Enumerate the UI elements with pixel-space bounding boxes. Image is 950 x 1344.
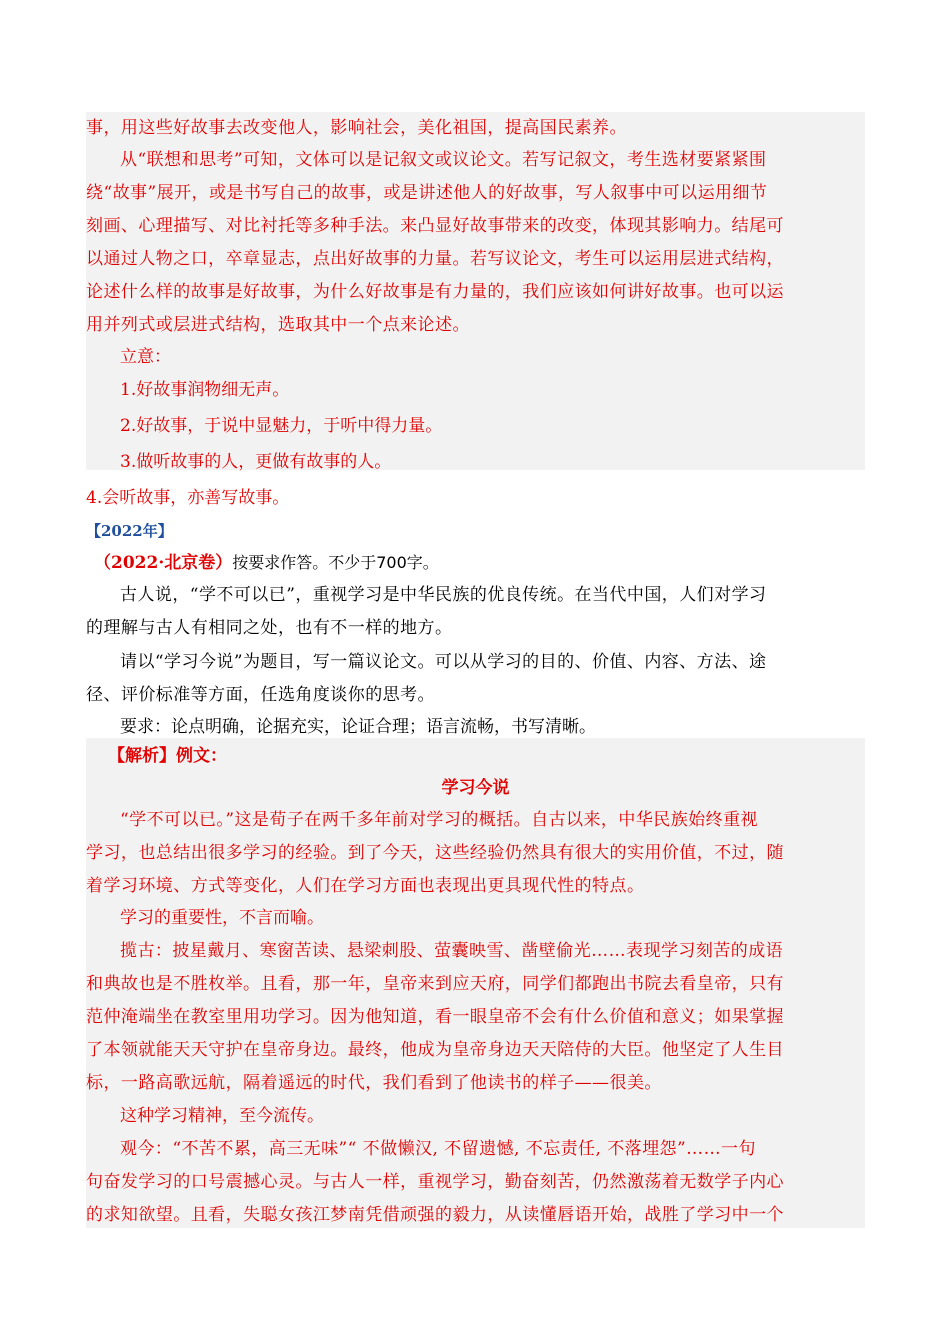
example-label: 例文： xyxy=(176,746,227,766)
text-line: 论述什么样的故事是好故事，为什么好故事是有力量的，我们应该如何讲好故事。也可以运 xyxy=(86,282,784,302)
theme-item: 1.好故事润物细无声。 xyxy=(120,380,290,400)
analysis-heading xyxy=(108,744,887,768)
theme-item: 4.会听故事，亦善写故事。 xyxy=(86,488,290,508)
analysis-label: 【解析】 xyxy=(108,746,176,766)
essay-line: 学习，也总结出很多学习的经验。到了今天，这些经验仍然具有很大的实用价值，不过，随 xyxy=(86,843,784,863)
year-header: 【2022年】 xyxy=(86,522,173,540)
essay-title: 学习今说 xyxy=(441,778,510,798)
question-paragraph: 的理解与古人有相同之处，也有不一样的地方。 xyxy=(86,618,453,638)
essay-line: 揽古：披星戴月、寒窗苦读、悬梁刺股、萤囊映雪、凿壁偷光……表现学习刻苦的成语 xyxy=(120,941,784,961)
text-line: 从“联想和思考”可知，文体可以是记叙文或议论文。若写记叙文，考生选材要紧紧围 xyxy=(120,150,767,170)
question-source: （2022·北京卷） xyxy=(94,553,233,573)
theme-item: 3.做听故事的人，更做有故事的人。 xyxy=(120,452,392,472)
essay-line: 的求知欲望。且看，失聪女孩江梦南凭借顽强的毅力，从读懂唇语开始，战胜了学习中一个 xyxy=(86,1205,784,1225)
theme-label: 立意： xyxy=(120,347,171,367)
question-paragraph: 古人说，“学不可以已”，重视学习是中华民族的优良传统。在当代中国，人们对学习 xyxy=(120,585,767,605)
question-paragraph: 要求：论点明确，论据充实，论证合理；语言流畅，书写清晰。 xyxy=(120,717,596,737)
essay-line: 着学习环境、方式等变化，人们在学习方面也表现出更具现代性的特点。 xyxy=(86,876,645,896)
question-paragraph: 请以“学习今说”为题目，写一篇议论文。可以从学习的目的、价值、内容、方法、途 xyxy=(120,652,767,672)
question-paragraph: 径、评价标准等方面，任选角度谈你的思考。 xyxy=(86,685,435,705)
text-line: 用并列式或层进式结构，选取其中一个点来论述。 xyxy=(86,315,470,335)
question-heading xyxy=(94,551,873,575)
question-instruction: 按要求作答。不少于700字。 xyxy=(232,553,439,572)
theme-item: 2.好故事，于说中显魅力，于听中得力量。 xyxy=(120,416,443,436)
text-line: 事，用这些好故事去改变他人，影响社会，美化祖国，提高国民素养。 xyxy=(86,118,627,138)
essay-line: 标，一路高歌远航，隔着遥远的时代，我们看到了他读书的样子——很美。 xyxy=(86,1073,662,1093)
essay-line: “学不可以已。”这是荀子在两千多年前对学习的概括。自古以来，中华民族始终重视 xyxy=(120,810,758,830)
essay-line: 学习的重要性，不言而喻。 xyxy=(120,908,324,928)
essay-line: 了本领就能天天守护在皇帝身边。最终，他成为皇帝身边天天陪侍的大臣。他坚定了人生目 xyxy=(86,1040,784,1060)
essay-line: 范仲淹端坐在教室里用功学习。因为他知道，看一眼皇帝不会有什么价值和意义；如果掌握 xyxy=(86,1007,784,1027)
essay-line: 这种学习精神，至今流传。 xyxy=(120,1106,324,1126)
essay-line: 和典故也是不胜枚举。且看，那一年，皇帝来到应天府，同学们都跑出书院去看皇帝，只有 xyxy=(86,974,784,994)
essay-line: 观今：“不苦不累，高三无味”“ 不做懒汉, 不留遗憾, 不忘责任, 不落埋怨”……一句 xyxy=(120,1139,756,1159)
text-line: 以通过人物之口，卒章显志，点出好故事的力量。若写议论文，考生可以运用层进式结构， xyxy=(86,249,784,269)
text-line: 绕“故事”展开，或是书写自己的故事，或是讲述他人的好故事，写人叙事中可以运用细节 xyxy=(86,183,768,203)
text-line: 刻画、心理描写、对比衬托等多种手法。来凸显好故事带来的改变，体现其影响力。结尾可 xyxy=(86,216,784,236)
essay-line: 句奋发学习的口号震撼心灵。与古人一样，重视学习，勤奋刻苦，仍然激荡着无数学子内心 xyxy=(86,1172,784,1192)
